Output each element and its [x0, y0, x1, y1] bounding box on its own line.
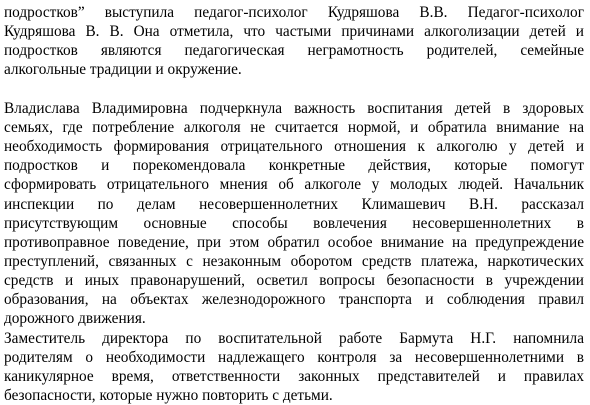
text-line: Кудряшова В. В. Она отметила, что частыми причинами алкоголизации детей и [4, 23, 584, 41]
text-line: инспекции по делам несовершеннолетних Климашевич В.Н. рассказал [4, 195, 584, 213]
text-line: алкогольные традиции и окружение. [4, 61, 242, 79]
text-line: дорожного движения. [4, 310, 146, 328]
text-line: Заместитель директора по воспитательной работе Бармута Н.Г. напомнила [4, 329, 584, 347]
text-line: преступлений, связанных с незаконным оборотом средств платежа, наркотических [4, 252, 584, 270]
text-line: подростков и порекомендовала конкретные действия, которые помогут [4, 157, 584, 175]
blank-line [4, 80, 584, 99]
text-line: подростков” выступила педагог-психолог Кудряшова В.В. Педагог-психолог [4, 4, 584, 21]
text-line: необходимость формирования отрицательного отношения к алкоголю у детей и [4, 138, 584, 156]
text-line: безопасности, которые нужно повторить с детьми. [4, 387, 333, 404]
text-line: средств и иных правонарушений, осветил вопросы безопасности в учреждении [4, 272, 584, 290]
text-line: семьях, где потребление алкоголя не считается нормой, и обратила внимание на [4, 118, 584, 136]
text-line: образования, на объектах железнодорожного транспорта и соблюдения правил [4, 291, 584, 309]
text-line: Владислава Владимировна подчеркнула важность воспитания детей в здоровых [4, 99, 584, 117]
text-line: родителям о необходимости надлежащего контроля за несовершеннолетними в [4, 348, 584, 366]
text-line: сформировать отрицательного мнения об алкоголе у молодых людей. Начальник [4, 176, 584, 194]
text-line: присутствующим основные способы вовлечения несовершеннолетних в [4, 214, 584, 232]
text-line: подростков являются педагогическая неграмотность родителей, семейные [4, 42, 584, 60]
text-line: каникулярное время, ответственности законных представителей и правилах [4, 367, 584, 385]
text-line: противоправное поведение, при этом обратил особое внимание на предупреждение [4, 233, 584, 251]
